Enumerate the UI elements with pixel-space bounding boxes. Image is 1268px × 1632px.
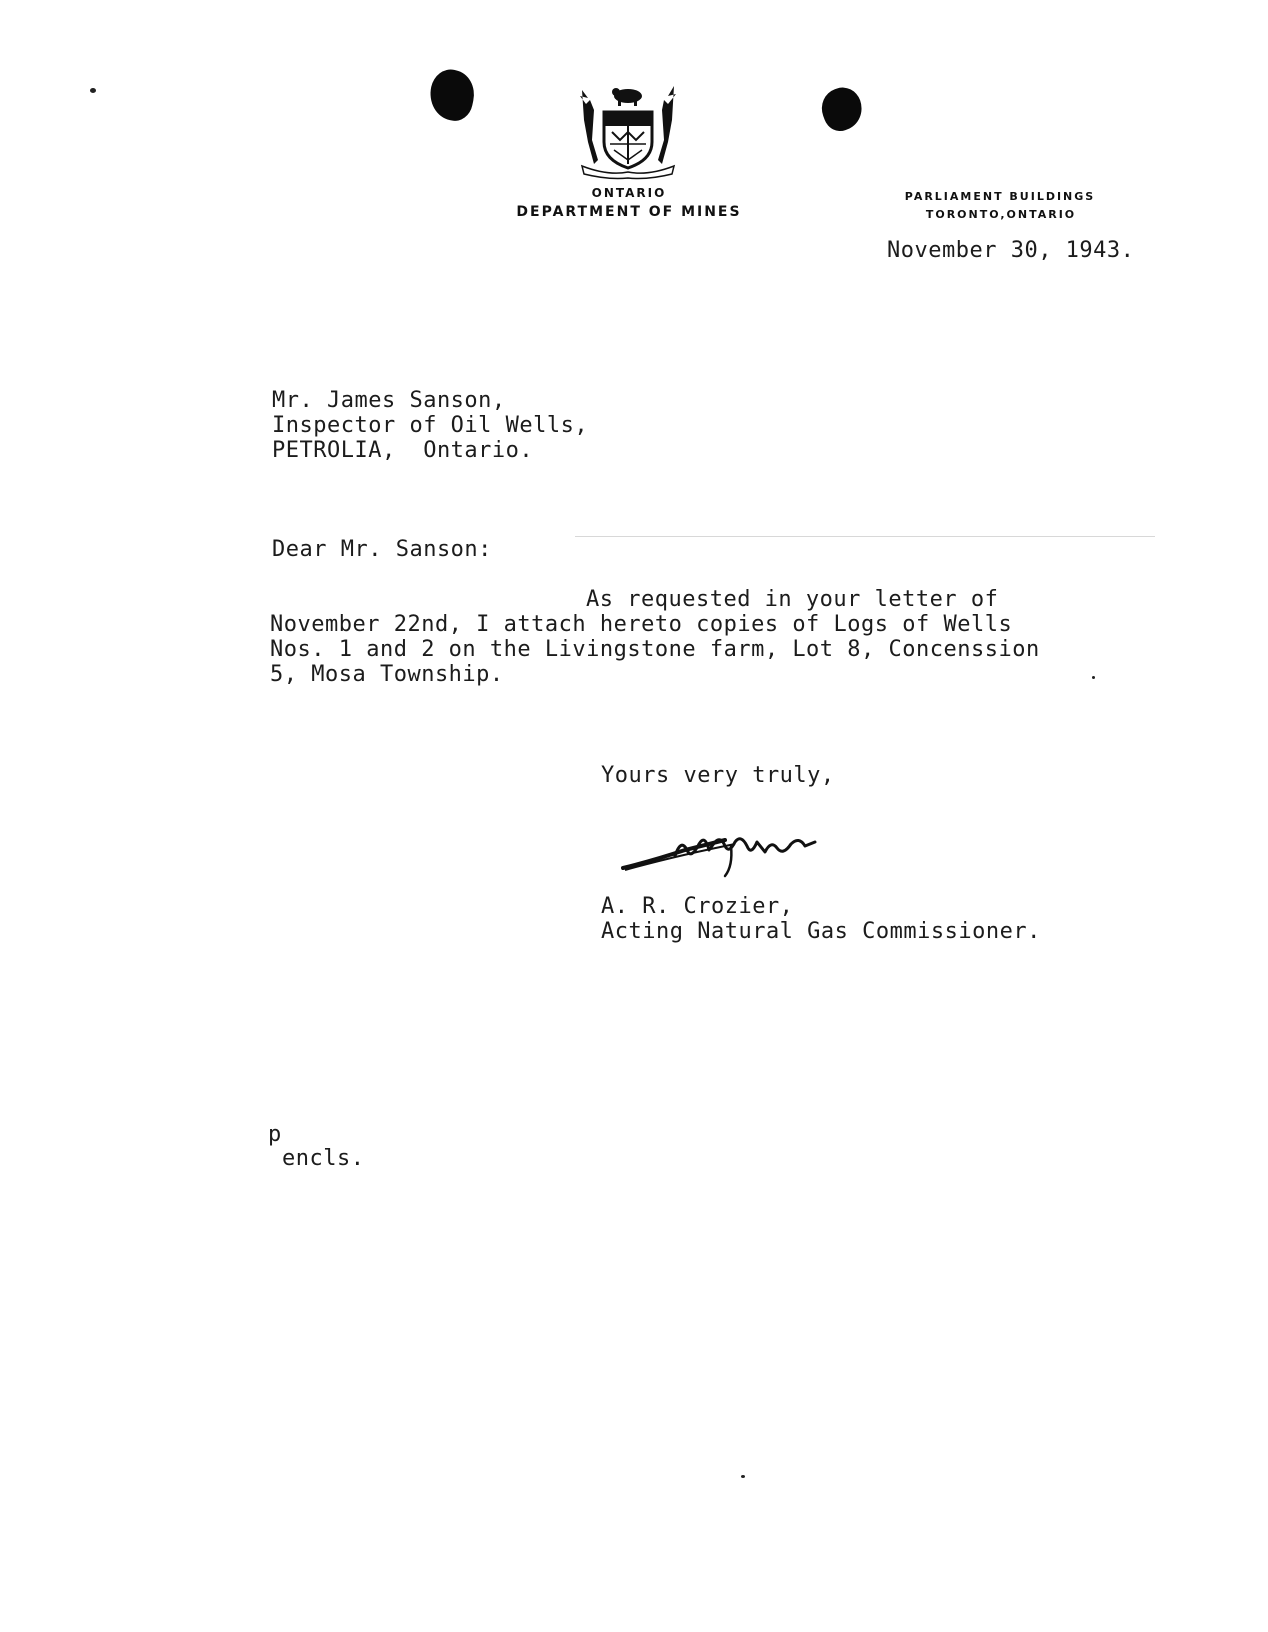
fold-line: [575, 536, 1155, 537]
enclosure-note: encls.: [282, 1146, 365, 1171]
ontario-coat-of-arms-icon: [568, 80, 688, 180]
punch-hole-right: [816, 82, 868, 135]
letterhead-province: ONTARIO: [591, 186, 667, 200]
punch-hole-left: [425, 66, 478, 124]
signatory-name: A. R. Crozier,: [601, 894, 794, 919]
scan-speck: [741, 1475, 745, 1478]
body-line-2: November 22nd, I attach hereto copies of Logs of Wells: [270, 612, 1013, 637]
body-line-3: Nos. 1 and 2 on the Livingstone farm, Lot 8, Concenssion: [270, 637, 1040, 662]
letterhead-address-city: TORONTO,ONTARIO: [925, 208, 1077, 221]
recipient-location: PETROLIA, Ontario.: [272, 438, 534, 463]
signatory-title: Acting Natural Gas Commissioner.: [601, 919, 1041, 944]
letterhead-address-building: PARLIAMENT BUILDINGS: [904, 190, 1096, 203]
scan-speck: [90, 88, 96, 93]
body-line-1: As requested in your letter of: [586, 587, 999, 612]
letterhead-department: DEPARTMENT OF MINES: [516, 204, 742, 220]
recipient-title: Inspector of Oil Wells,: [272, 413, 589, 438]
scan-speck: [1092, 676, 1095, 679]
typist-initial: p: [268, 1122, 282, 1147]
complimentary-close: Yours very truly,: [601, 763, 835, 788]
body-line-4: 5, Mosa Township.: [270, 662, 504, 687]
letter-date: November 30, 1943.: [887, 238, 1135, 263]
salutation: Dear Mr. Sanson:: [272, 537, 492, 562]
recipient-name: Mr. James Sanson,: [272, 388, 506, 413]
handwritten-signature-icon: [615, 820, 855, 880]
